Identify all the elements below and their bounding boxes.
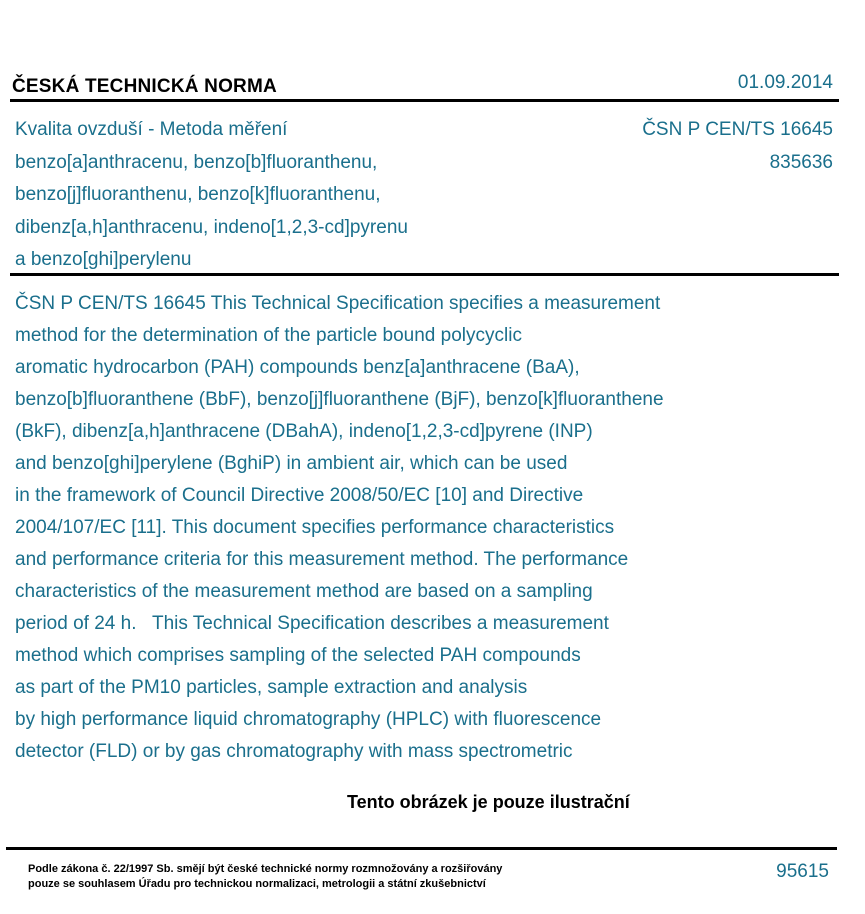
abstract-line: method which comprises sampling of the selected PAH compounds xyxy=(15,645,581,666)
standard-code: ČSN P CEN/TS 16645 xyxy=(642,119,833,140)
copyright-line: Podle zákona č. 22/1997 Sb. smějí být české technické normy rozmnožovány a rozšiřovány xyxy=(28,863,503,875)
abstract-line: aromatic hydrocarbon (PAH) compounds benz[a]anthracene (BaA), xyxy=(15,357,580,378)
catalog-number: 835636 xyxy=(769,151,833,173)
standard-title-line: benzo[a]anthracenu, benzo[b]fluoranthenu, xyxy=(15,151,378,173)
abstract-line: (BkF), dibenz[a,h]anthracene (DBahA), indeno[1,2,3-cd]pyrene (INP) xyxy=(15,421,593,442)
abstract-line: by high performance liquid chromatography (HPLC) with fluorescence xyxy=(15,709,602,730)
publication-date: 01.09.2014 xyxy=(737,72,833,93)
abstract-line: benzo[b]fluoranthene (BbF), benzo[j]fluoranthene (BjF), benzo[k]fluoranthene xyxy=(15,389,664,410)
abstract-line: detector (FLD) or by gas chromatography with mass spectrometric xyxy=(15,741,573,762)
abstract-text xyxy=(15,288,835,768)
standard-title-line: a benzo[ghi]perylenu xyxy=(15,249,192,270)
abstract-line: period of 24 h. This Technical Specification describes a measurement xyxy=(15,613,609,634)
document-header-title: ČESKÁ TECHNICKÁ NORMA xyxy=(12,76,277,97)
abstract-line: 2004/107/EC [11]. This document specifies performance characteristics xyxy=(15,517,615,538)
abstract-line: and benzo[ghi]perylene (BghiP) in ambient air, which can be used xyxy=(15,453,568,474)
abstract-line: ČSN P CEN/TS 16645 This Technical Specification specifies a measurement xyxy=(15,293,661,314)
standard-identifiers xyxy=(642,114,833,179)
copyright-notice xyxy=(28,862,502,892)
footer-document-number: 95615 xyxy=(776,861,829,882)
standard-title-line: dibenz[a,h]anthracenu, indeno[1,2,3-cd]pyrenu xyxy=(15,216,408,238)
footer-divider xyxy=(6,847,837,850)
standard-title-line: benzo[j]fluoranthenu, benzo[k]fluoranthenu, xyxy=(15,184,381,205)
standard-title-line: Kvalita ovzduší - Metoda měření xyxy=(15,119,288,140)
header-divider xyxy=(10,99,839,102)
copyright-line: pouze se souhlasem Úřadu pro technickou normalizaci, metrologii a státní zkušebnictví xyxy=(28,878,486,890)
abstract-line: and performance criteria for this measurement method. The performance xyxy=(15,549,629,570)
abstract-line: as part of the PM10 particles, sample extraction and analysis xyxy=(15,677,528,698)
abstract-line: method for the determination of the particle bound polycyclic xyxy=(15,325,522,346)
title-divider xyxy=(10,273,839,276)
illustration-disclaimer: Tento obrázek je pouze ilustrační xyxy=(347,792,630,812)
standard-title xyxy=(15,114,575,277)
abstract-line: characteristics of the measurement method are based on a sampling xyxy=(15,581,593,602)
abstract-line: in the framework of Council Directive 2008/50/EC [10] and Directive xyxy=(15,485,584,506)
